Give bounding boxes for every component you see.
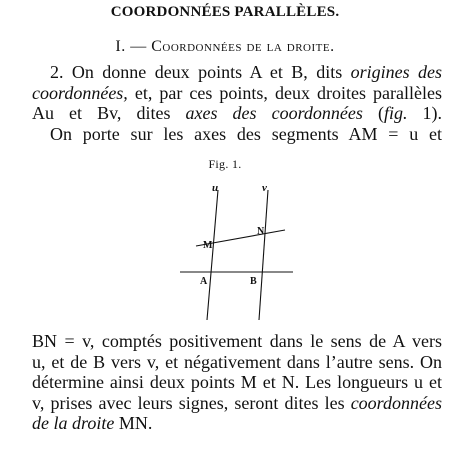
figure-caption: Fig. 1. (208, 157, 242, 171)
label-v: v (262, 182, 267, 194)
para1-term-coordonnees: coordonnées, (32, 82, 128, 103)
para1-text: On porte sur les axes des segments AM = u et (50, 123, 442, 144)
para1-text: ( (362, 103, 384, 123)
para1-text: et, par ces points, deux droites parallèles (127, 82, 442, 103)
label-n: N (257, 226, 265, 237)
label-u: u (212, 182, 219, 194)
paragraph-2-continuation (32, 331, 442, 434)
para1-fig-ref: fig. (383, 103, 408, 123)
axis-au-line (207, 190, 218, 320)
para2-text: MN. (114, 413, 153, 433)
para1-text: On donne deux points A et B, dits (71, 62, 351, 82)
para2-term-coordonnees: coordonnées (350, 392, 442, 413)
axis-bv-line (259, 190, 268, 320)
para1-text: Au et Bv, dites (32, 103, 186, 123)
label-a: A (200, 276, 208, 287)
section-title-text: I. — Coordonnées de la droite. (115, 38, 335, 55)
para2-line-3: détermine ainsi deux points M et N. Les longueurs u et (32, 372, 442, 392)
para2-line-5 (32, 413, 442, 434)
para1-term-axes: axes des coordonnées (185, 103, 363, 123)
label-m: M (203, 240, 213, 251)
para1-term-origines: origines des (350, 62, 443, 82)
para1-text: 1). (407, 103, 443, 123)
label-b: B (250, 276, 257, 287)
para2-line-4 (32, 393, 442, 414)
para2-text: v, prises avec leurs signes, seront dites les (32, 392, 351, 413)
paragraph-number: 2. (50, 62, 64, 82)
para2-line-1: BN = v, comptés positivement dans le sens de A vers (32, 331, 442, 351)
running-header: COORDONNÉES PARALLÈLES. (110, 4, 340, 20)
para2-line-2: u, et de B vers v, et négativement dans l’autre sens. On (32, 351, 442, 372)
para2-term-droite: de la droite (32, 413, 115, 433)
